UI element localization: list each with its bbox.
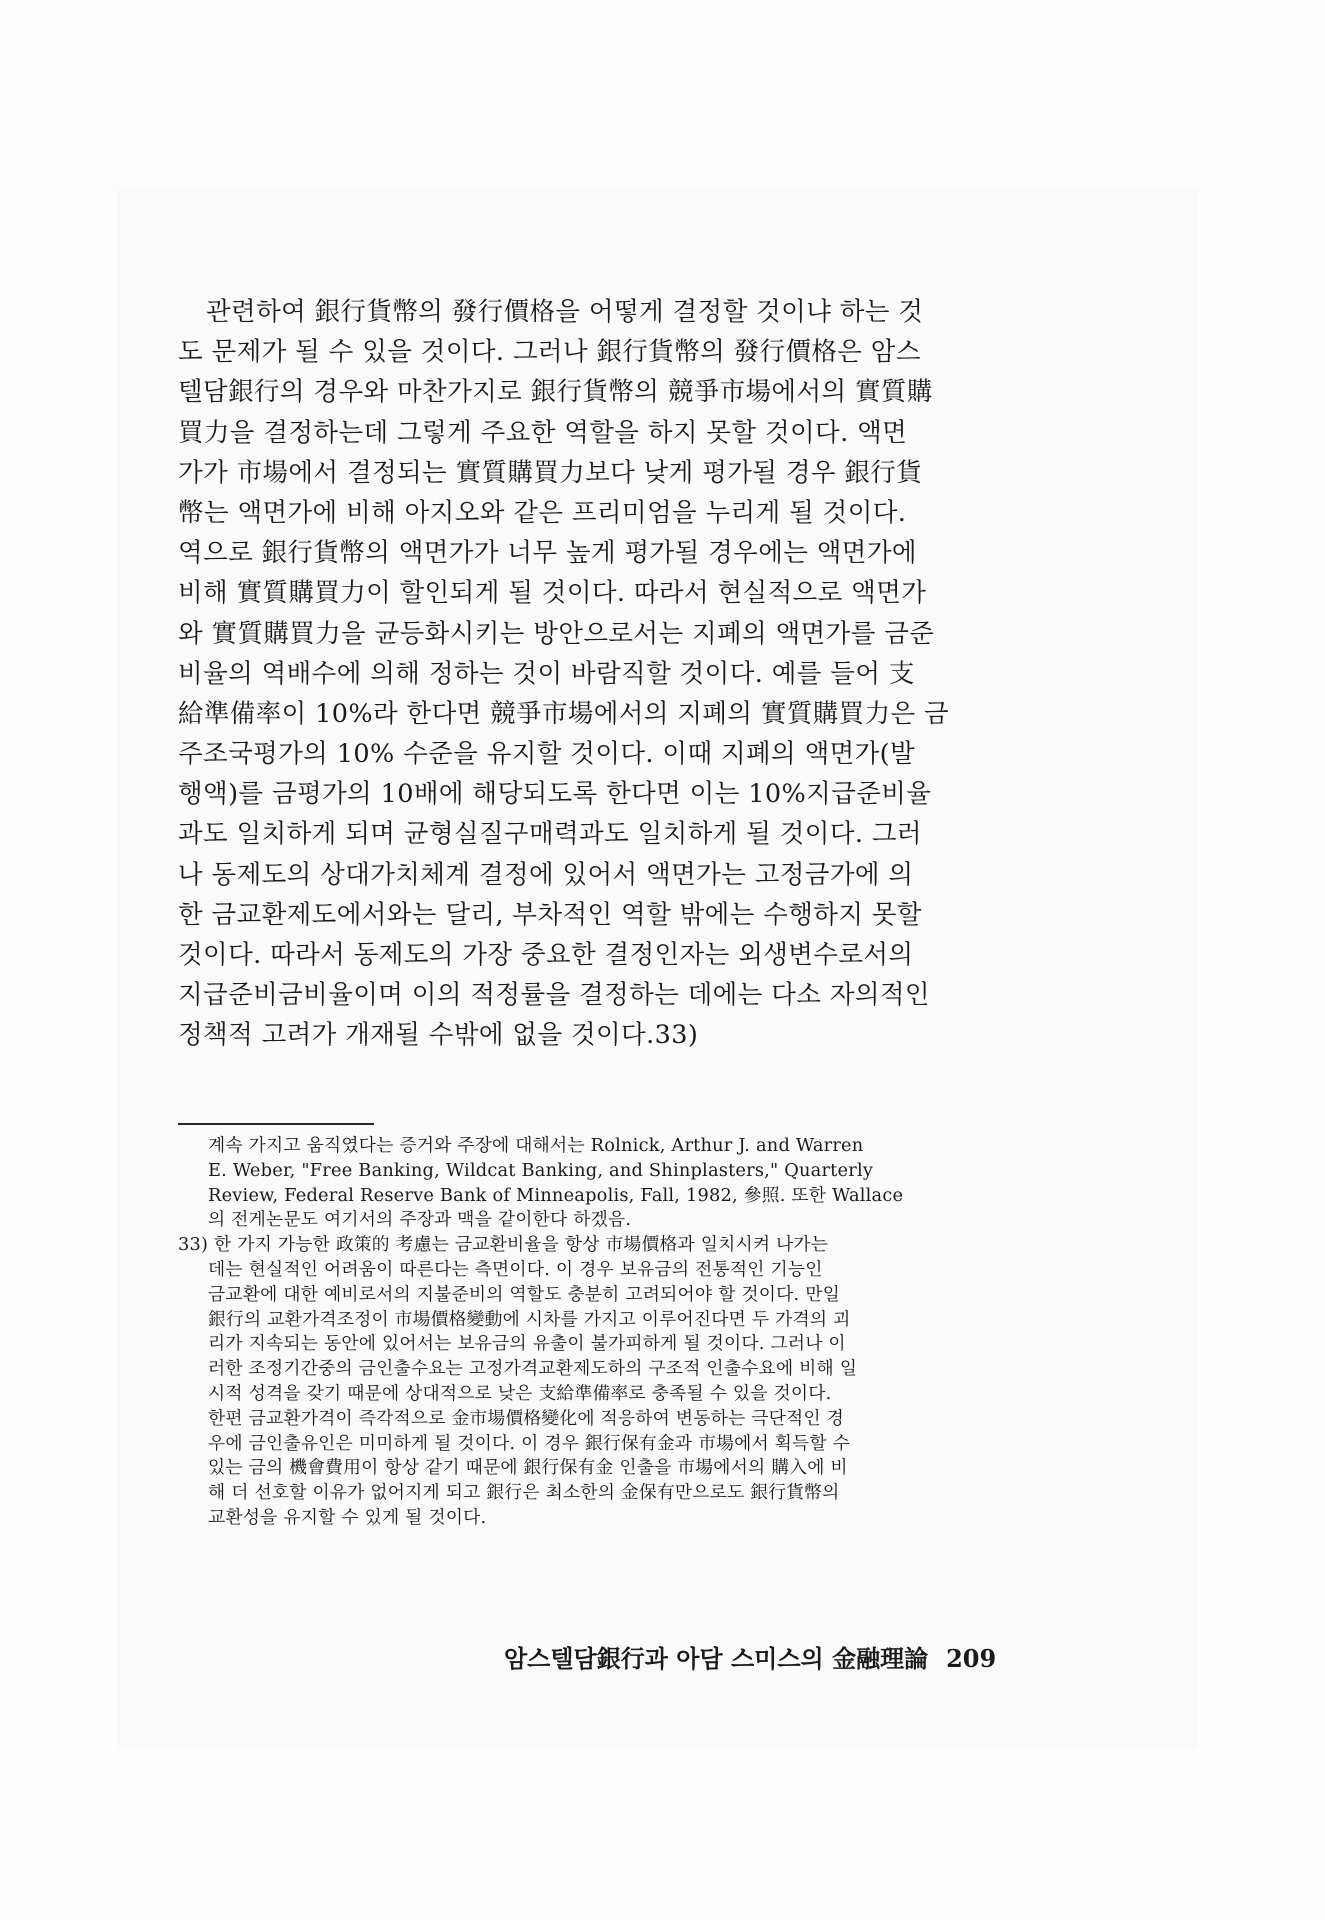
running-footer-title: 암스텔담銀行과 아담 스미스의 金融理論 bbox=[504, 1644, 929, 1673]
running-footer bbox=[504, 1642, 1044, 1676]
page-number: 209 bbox=[946, 1644, 997, 1673]
footnote-line: 교환성을 유지할 수 있게 될 것이다. bbox=[208, 1506, 487, 1528]
body-line: 買力을 결정하는데 그렇게 주요한 역할을 하지 못할 것이다. 액면 bbox=[178, 417, 908, 448]
body-text bbox=[178, 292, 1088, 1056]
body-line: 것이다. 따라서 동제도의 가장 중요한 결정인자는 외생변수로서의 bbox=[178, 940, 914, 970]
body-line: 한 금교환제도에서와는 달리, 부차적인 역할 밖에는 수행하지 못할 bbox=[178, 899, 922, 930]
footnote-line: 시적 성격을 갖기 때문에 상대적으로 낮은 支給準備率로 충족될 수 있을 것이다. bbox=[208, 1382, 832, 1404]
footnote-33-start: 33) 한 가지 가능한 政策的 考慮는 금교환비율을 항상 市場價格과 일치시켜 나가는 bbox=[178, 1234, 829, 1256]
body-line: 행액)를 금평가의 10배에 해당되도록 한다면 이는 10%지급준비율 bbox=[178, 779, 932, 810]
body-line: 가가 市場에서 결정되는 實質購買力보다 낮게 평가될 경우 銀行貨 bbox=[178, 457, 923, 488]
body-line: 역으로 銀行貨幣의 액면가가 너무 높게 평가될 경우에는 액면가에 bbox=[178, 538, 917, 569]
body-line: 주조국평가의 10% 수준을 유지할 것이다. 이때 지폐의 액면가(발 bbox=[178, 739, 916, 770]
footnote-line: Review, Federal Reserve Bank of Minneapolis, Fall, 1982, 參照. 또한 Wallace bbox=[208, 1184, 904, 1206]
body-line: 비해 實質購買力이 할인되게 될 것이다. 따라서 현실적으로 액면가 bbox=[178, 578, 927, 609]
body-line: 도 문제가 될 수 있을 것이다. 그러나 銀行貨幣의 發行價格은 암스 bbox=[178, 337, 921, 368]
footnote-line: E. Weber, "Free Banking, Wildcat Banking, and Shinplasters," Quarterly bbox=[208, 1159, 874, 1181]
footnote-rule bbox=[178, 1123, 374, 1125]
footnote-line: 銀行의 교환가격조정이 市場價格變動에 시차를 가지고 이루어진다면 두 가격의 괴 bbox=[208, 1308, 851, 1330]
footnote-line: 계속 가지고 움직였다는 증거와 주장에 대해서는 Rolnick, Arthur J. and Warren bbox=[208, 1135, 864, 1156]
footnote-line: 러한 조정기간중의 금인출수요는 고정가격교환제도하의 구조적 인출수요에 비해 일 bbox=[208, 1358, 858, 1380]
footnote-line: 한편 금교환가격이 즉각적으로 金市場價格變化에 적응하여 변동하는 극단적인 경 bbox=[208, 1407, 845, 1429]
body-line: 나 동제도의 상대가치체계 결정에 있어서 액면가는 고정금가에 의 bbox=[178, 859, 914, 890]
body-line: 텔담銀行의 경우와 마찬가지로 銀行貨幣의 競爭市場에서의 實質購 bbox=[178, 377, 933, 408]
body-line: 給準備率이 10%라 한다면 競爭市場에서의 지폐의 實質購買力은 금 bbox=[178, 698, 950, 729]
footnote-line: 우에 금인출유인은 미미하게 될 것이다. 이 경우 銀行保有金과 市場에서 획득할 수 bbox=[208, 1432, 851, 1454]
body-line: 와 實質購買力을 균등화시키는 방안으로서는 지폐의 액면가를 금준 bbox=[178, 618, 935, 649]
footnote-line: 해 더 선호할 이유가 없어지게 되고 銀行은 최소한의 金保有만으로도 銀行貨幣의 bbox=[208, 1482, 840, 1504]
body-line: 관련하여 銀行貨幣의 發行價格을 어떻게 결정할 것이냐 하는 것 bbox=[206, 297, 924, 327]
body-line: 비율의 역배수에 의해 정하는 것이 바람직할 것이다. 예를 들어 支 bbox=[178, 658, 915, 689]
footnote-line: 있는 금의 機會費用이 항상 같기 때문에 銀行保有金 인출을 市場에서의 購入에 비 bbox=[208, 1457, 848, 1479]
footnotes bbox=[178, 1134, 1088, 1531]
body-line: 幣는 액면가에 비해 아지오와 같은 프리미엄을 누리게 될 것이다. bbox=[178, 497, 907, 528]
footnote-line: 의 전게논문도 여기서의 주장과 맥을 같이한다 하겠음. bbox=[208, 1209, 632, 1231]
body-line: 과도 일치하게 되며 균형실질구매력과도 일치하게 될 것이다. 그러 bbox=[178, 819, 922, 850]
footnote-line: 데는 현실적인 어려움이 따른다는 측면이다. 이 경우 보유금의 전통적인 기능인 bbox=[208, 1258, 823, 1280]
body-line: 지급준비금비율이며 이의 적정률을 결정하는 데에는 다소 자의적인 bbox=[178, 980, 930, 1011]
footnote-line: 리가 지속되는 동안에 있어서는 보유금의 유출이 불가피하게 될 것이다. 그러나 이 bbox=[208, 1333, 846, 1355]
footnote-line: 금교환에 대한 예비로서의 지불준비의 역할도 충분히 고려되어야 할 것이다. 만일 bbox=[208, 1283, 840, 1305]
body-line: 정책적 고려가 개재될 수밖에 없을 것이다.33) bbox=[178, 1020, 699, 1051]
